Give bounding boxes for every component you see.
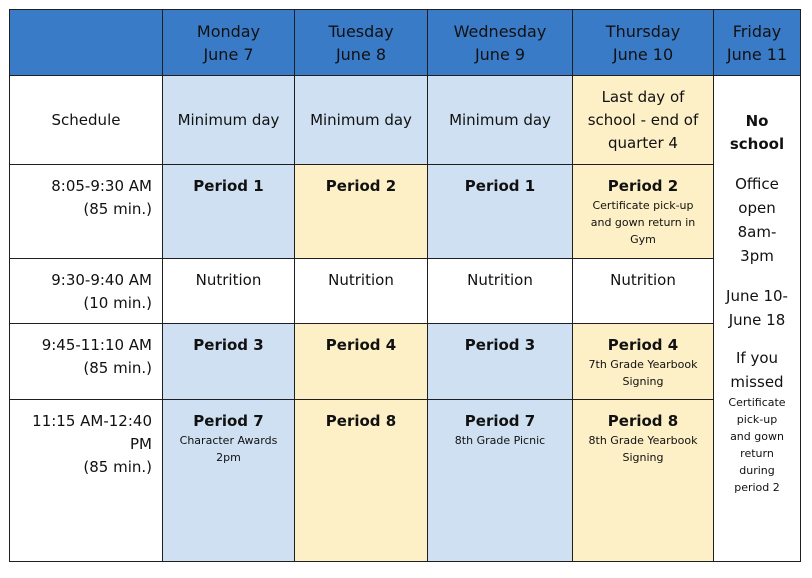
no-school-line: No	[745, 112, 769, 130]
daytype-tuesday: Minimum day	[295, 76, 428, 165]
time-cell: 11:15 AM-12:40 PM (85 min.)	[10, 400, 163, 562]
period-cell: Period 8 8th Grade Yearbook Signing	[573, 400, 714, 562]
table-row	[10, 400, 801, 562]
header-wednesday: Wednesday June 9	[428, 10, 573, 76]
time-cell: 9:45-11:10 AM (85 min.)	[10, 324, 163, 400]
missed-line: missed	[730, 373, 784, 391]
nutrition-cell: Nutrition	[295, 259, 428, 324]
no-school-line: school	[729, 135, 785, 153]
header-tuesday: Tuesday June 8	[295, 10, 428, 76]
daytype-wednesday: Minimum day	[428, 76, 573, 165]
period-cell: Period 2 Certificate pick-up and gown return in Gym	[573, 165, 714, 259]
missed-note-line: and gown	[730, 430, 784, 443]
time-cell: 8:05-9:30 AM (85 min.)	[10, 165, 163, 259]
period-cell: Period 3	[163, 324, 295, 400]
dates-line: June 10-	[726, 287, 788, 305]
daytype-thursday: Last day of school - end of quarter 4	[573, 76, 714, 165]
missed-note-line: during	[739, 464, 775, 477]
nutrition-cell: Nutrition	[573, 259, 714, 324]
period-cell: Period 4 7th Grade Yearbook Signing	[573, 324, 714, 400]
daytype-monday: Minimum day	[163, 76, 295, 165]
friday-column	[714, 76, 801, 562]
missed-note-line: return	[740, 447, 774, 460]
table-row	[10, 324, 801, 400]
missed-note-line: pick-up	[736, 413, 778, 426]
period-cell: Period 1	[163, 165, 295, 259]
period-cell: Period 8	[295, 400, 428, 562]
period-cell: Period 7 8th Grade Picnic	[428, 400, 573, 562]
missed-line: If you	[735, 349, 779, 367]
office-line: Office	[735, 175, 779, 193]
nutrition-cell: Nutrition	[163, 259, 295, 324]
schedule-label: Schedule	[10, 76, 163, 165]
period-cell: Period 1	[428, 165, 573, 259]
table-row	[10, 259, 801, 324]
office-line: open	[738, 199, 776, 217]
office-line: 3pm	[740, 247, 774, 265]
period-cell: Period 2	[295, 165, 428, 259]
missed-note-line: Certificate	[728, 396, 786, 409]
header-monday: Monday June 7	[163, 10, 295, 76]
office-line: 8am-	[737, 223, 777, 241]
header-row	[10, 10, 801, 76]
nutrition-cell: Nutrition	[428, 259, 573, 324]
header-friday: Friday June 11	[714, 10, 801, 76]
schedule-table	[9, 9, 801, 562]
header-corner	[10, 10, 163, 76]
table-row	[10, 165, 801, 259]
missed-note-line: period 2	[734, 481, 780, 494]
header-thursday: Thursday June 10	[573, 10, 714, 76]
dates-line: June 18	[728, 311, 786, 329]
daytype-row	[10, 76, 801, 165]
period-cell: Period 4	[295, 324, 428, 400]
period-cell: Period 3	[428, 324, 573, 400]
period-cell: Period 7 Character Awards 2pm	[163, 400, 295, 562]
time-cell: 9:30-9:40 AM (10 min.)	[10, 259, 163, 324]
